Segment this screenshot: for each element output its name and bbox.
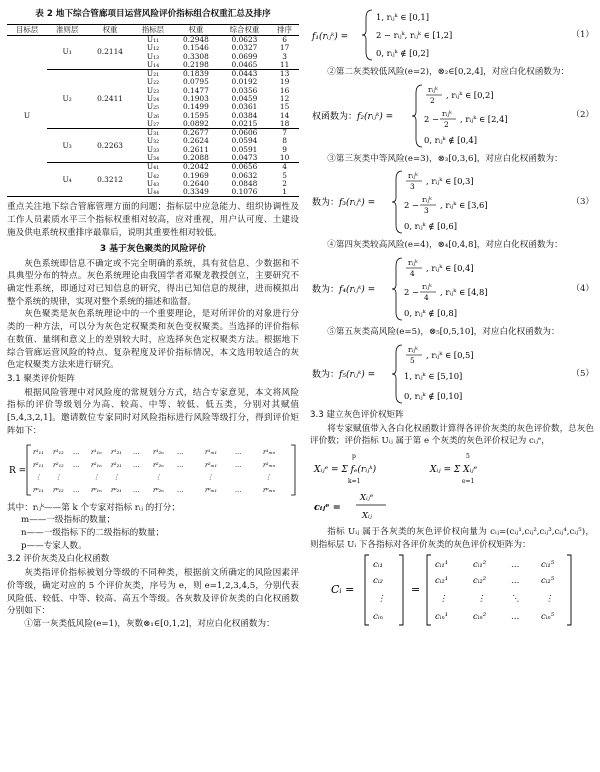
right-column <box>310 4 594 629</box>
svg-text:Xᵢⱼ = Σ Xᵢⱼᵉ: Xᵢⱼ = Σ Xᵢⱼᵉ <box>430 465 478 476</box>
svg-text:R =: R = <box>9 465 27 476</box>
svg-text:…: … <box>73 460 80 469</box>
svg-text:cᵢⱼᵉ =: cᵢⱼᵉ = <box>314 502 341 514</box>
combined-weight-cell: 0.0848 <box>231 178 258 188</box>
indicator-cell: U₂₆ <box>146 110 160 120</box>
definition-m: m——一级指标的数量； <box>21 515 116 526</box>
indicator-weight-cell: 0.1839 <box>182 69 209 79</box>
paragraph: 根据风险管理中对风险度的常规划分方式，结合专家意见，本文将风险指标的评价等级划分为高、较高、中等、较低、低五类，分别对其赋值[5,4,3,2,1]。邀请数位专家同时对风险指标进行风险等级打分，得到评价矩阵如下： <box>7 387 299 436</box>
indicator-weight-cell: 0.2611 <box>182 144 209 154</box>
svg-text:⋮: ⋮ <box>265 472 272 481</box>
combined-weight-cell: 0.0465 <box>219 61 270 70</box>
indicator-cell: U₃₁ <box>146 128 160 138</box>
indicator-weight-cell: 0.1595 <box>182 110 209 120</box>
svg-text:…: … <box>73 447 80 456</box>
indicator-weight-cell: 0.0892 <box>173 120 219 129</box>
indicator-cell: U₂₁ <box>146 69 160 79</box>
formula-3-svg <box>310 167 540 237</box>
indicator-cell: U₂₅ <box>146 102 160 112</box>
svg-text:, rᵢⱼᵏ ∈ [2,4]: , rᵢⱼᵏ ∈ [2,4] <box>460 113 508 124</box>
svg-text:r²ₘ₁: r²ₘ₁ <box>205 460 218 469</box>
combined-weight-cell: 0.0192 <box>231 77 258 87</box>
svg-text:2 − rᵢⱼᵏ, rᵢⱼᵏ ∈ [1,2]: 2 − rᵢⱼᵏ, rᵢⱼᵏ ∈ [1,2] <box>376 30 453 40</box>
subsection-title: 3.3 建立灰色评价权矩阵 <box>310 409 404 420</box>
table-caption: 表 2 地下综合管廊项目运营风险评价指标组合权重汇总及排序 <box>35 9 271 19</box>
combined-weight-cell: 0.0656 <box>231 162 258 172</box>
rank-cell: 16 <box>279 85 290 95</box>
rank-cell: 15 <box>279 102 290 112</box>
svg-text:cᵢ₁: cᵢ₁ <box>373 560 383 571</box>
indicator-cell: U₂₄ <box>146 93 160 103</box>
where-line: 其中：rᵢⱼᵏ——第 k 个专家对指标 rᵢⱼ 的打分； <box>7 502 180 513</box>
svg-text:⋮: ⋮ <box>55 472 62 481</box>
indicator-weight-cell: 0.3349 <box>173 188 219 197</box>
svg-text:⋮: ⋮ <box>439 593 448 604</box>
criterion-cell: U₄ <box>47 163 87 197</box>
indicator-weight-cell: 0.1477 <box>182 85 209 95</box>
svg-text:cᵢ₁⁵: cᵢ₁⁵ <box>541 559 555 570</box>
indicator-weight-cell: 0.1546 <box>182 43 209 53</box>
formula-3 <box>310 167 594 237</box>
rank-cell: 10 <box>270 154 299 163</box>
indicator-cell: U₃₄ <box>133 154 173 163</box>
table-header-row <box>7 24 299 35</box>
svg-text:r¹ₘ₁: r¹ₘ₁ <box>205 447 218 456</box>
grey-number-svg <box>310 450 590 486</box>
subsection-title: 3.1 聚类评价矩阵 <box>7 373 75 384</box>
svg-text:rᵖ₁₂: rᵖ₁₂ <box>53 485 64 494</box>
svg-text:…: … <box>133 447 140 456</box>
paragraph: ②第二灰类较低风险(e=2)，⊗₂∈[0,2,4]，对应白化权函数为： <box>327 67 570 77</box>
svg-text:2: 2 <box>430 95 435 105</box>
indicator-weight-cell: 0.1903 <box>182 93 209 103</box>
formula-weight <box>310 488 594 524</box>
svg-text:…: … <box>235 447 242 456</box>
rank-cell: 1 <box>270 188 299 197</box>
svg-text:Xᵢⱼ: Xᵢⱼ <box>362 510 372 521</box>
combined-weight-cell: 0.0699 <box>231 51 258 61</box>
svg-text:rᵖ₁ₙ: rᵖ₁ₙ <box>91 485 102 494</box>
indicator-cell: U₁₃ <box>146 51 160 61</box>
indicator-cell: U₂₃ <box>146 85 160 95</box>
th-weight: 权重 <box>87 24 133 35</box>
criterion-weight-cell: 0.2411 <box>87 70 133 129</box>
indicator-cell: U₃₂ <box>146 136 160 146</box>
th-combined: 综合权重 <box>219 24 270 35</box>
combined-weight-cell: 0.1076 <box>219 188 270 197</box>
svg-text:k=1: k=1 <box>348 478 361 486</box>
indicator-cell: U₃₃ <box>146 144 160 154</box>
rank-cell: 5 <box>282 170 287 180</box>
th-weight2: 权重 <box>173 24 219 35</box>
th-criterion: 准则层 <box>47 24 87 35</box>
indicator-weight-cell: 0.2948 <box>182 35 209 44</box>
svg-text:r²₁₁: r²₁₁ <box>33 460 44 469</box>
svg-text:cᵢₙ¹: cᵢₙ¹ <box>435 611 449 622</box>
indicator-cell: U₄₃ <box>146 178 160 188</box>
svg-text:Xᵢⱼᵉ = Σ fₑ(rᵢⱼᵏ): Xᵢⱼᵉ = Σ fₑ(rᵢⱼᵏ) <box>314 465 377 476</box>
svg-text:0, rᵢⱼᵏ ∉ [0,4]: 0, rᵢⱼᵏ ∉ [0,4] <box>424 134 477 145</box>
svg-text:2 −: 2 − <box>404 200 420 211</box>
svg-text:r¹ₘₙ: r¹ₘₙ <box>263 447 276 456</box>
weight-table <box>7 24 299 198</box>
svg-text:⋮: ⋮ <box>207 472 214 481</box>
svg-text:p: p <box>352 453 356 461</box>
svg-text:2 −: 2 − <box>404 287 420 298</box>
combined-weight-cell: 0.0443 <box>231 69 258 79</box>
indicator-weight-cell: 0.2042 <box>182 162 209 172</box>
indicator-weight-cell: 0.1969 <box>182 170 209 180</box>
combined-weight-cell: 0.0591 <box>231 144 258 154</box>
svg-text:cᵢₙ²: cᵢₙ² <box>473 611 487 622</box>
formula-number: （3） <box>571 197 594 208</box>
svg-text:5: 5 <box>466 453 470 461</box>
svg-text:0, rᵢⱼᵏ ∉ [0,6]: 0, rᵢⱼᵏ ∉ [0,6] <box>404 221 457 232</box>
svg-text:cᵢ₁¹: cᵢ₁¹ <box>435 559 449 570</box>
svg-text:…: … <box>177 460 184 469</box>
svg-text:cᵢₙ: cᵢₙ <box>373 612 384 623</box>
formula-number: （4） <box>571 283 594 294</box>
indicator-cell: U₄₄ <box>133 188 173 197</box>
definition-p: p——专家人数。 <box>21 540 87 551</box>
svg-text:…: … <box>235 460 242 469</box>
svg-text:Xᵢⱼᵉ: Xᵢⱼᵉ <box>360 492 374 503</box>
formula-2 <box>310 81 594 151</box>
svg-text:r²₁₂: r²₁₂ <box>53 460 64 469</box>
indicator-cell: U₂₂ <box>146 77 160 87</box>
svg-text:…: … <box>133 485 140 494</box>
svg-text:5: 5 <box>410 355 415 365</box>
combined-weight-cell: 0.0606 <box>231 128 258 138</box>
svg-text:…: … <box>511 575 520 586</box>
combined-weight-cell: 0.0356 <box>231 85 258 95</box>
svg-text:r¹₁₂: r¹₁₂ <box>53 447 64 456</box>
svg-text:⋮: ⋮ <box>477 593 486 604</box>
svg-text:4: 4 <box>424 293 429 303</box>
definition-n: n——一级指标下的二级指标的数量； <box>21 528 165 539</box>
left-column <box>7 4 299 631</box>
paragraph: ①第一灰类低风险(e=1)，灰数⊗₁∈[0,1,2]，对应白化权函数为： <box>24 619 275 630</box>
paragraph: ⑤第五灰类高风险(e=5)，⊗₅[0,5,10]，对应白化权函数为： <box>327 327 560 338</box>
rank-cell: 14 <box>279 110 290 120</box>
rank-cell: 2 <box>282 178 287 188</box>
rank-cell: 13 <box>279 69 290 79</box>
svg-text:r²₂₁: r²₂₁ <box>111 460 122 469</box>
combined-weight-cell: 0.0361 <box>231 102 258 112</box>
combined-weight-cell: 0.0623 <box>231 35 258 44</box>
svg-text:r²₂ₙ: r²₂ₙ <box>153 460 164 469</box>
matrix-C-svg <box>327 553 577 627</box>
svg-text:=: = <box>411 583 421 597</box>
svg-text:…: … <box>73 485 80 494</box>
svg-text:r¹₂ₙ: r¹₂ₙ <box>153 447 164 456</box>
svg-text:…: … <box>177 485 184 494</box>
rank-cell: 11 <box>270 61 299 70</box>
rank-cell: 3 <box>282 51 287 61</box>
formula-4-svg <box>310 254 540 324</box>
indicator-cell: U₂₇ <box>133 120 173 129</box>
svg-text:数为：f₅(rᵢⱼᵏ) =: 数为：f₅(rᵢⱼᵏ) = <box>312 369 376 380</box>
svg-text:Cᵢ =: Cᵢ = <box>331 583 355 597</box>
rank-cell: 9 <box>282 144 287 154</box>
rank-cell: 18 <box>270 120 299 129</box>
svg-text:f₁(rᵢⱼᵏ) =: f₁(rᵢⱼᵏ) = <box>312 32 349 42</box>
formula-5 <box>310 341 594 407</box>
svg-text:rᵢⱼᵏ: rᵢⱼᵏ <box>428 84 438 94</box>
section-title: 3 基于灰色聚类的风险评价 <box>100 243 206 254</box>
indicator-weight-cell: 0.3308 <box>182 51 209 61</box>
svg-text:rᵢⱼᵏ: rᵢⱼᵏ <box>408 171 418 181</box>
indicator-cell: U₁₂ <box>146 43 160 53</box>
rank-cell: 6 <box>282 35 287 44</box>
svg-text:⋱: ⋱ <box>511 593 520 604</box>
svg-text:…: … <box>133 460 140 469</box>
formula-4 <box>310 254 594 324</box>
svg-text:, rᵢⱼᵏ ∈ [0,2]: , rᵢⱼᵏ ∈ [0,2] <box>446 89 494 100</box>
rank-cell: 7 <box>282 128 287 138</box>
svg-text:, rᵢⱼᵏ ∈ [0,3]: , rᵢⱼᵏ ∈ [0,3] <box>426 176 474 187</box>
svg-text:0, rᵢⱼᵏ ∉ [0,8]: 0, rᵢⱼᵏ ∉ [0,8] <box>404 308 457 319</box>
formula-number: （2） <box>571 110 594 121</box>
indicator-weight-cell: 0.2640 <box>182 178 209 188</box>
svg-text:⋮: ⋮ <box>545 593 554 604</box>
combined-weight-cell: 0.0327 <box>231 43 258 53</box>
svg-text:e=1: e=1 <box>462 478 475 486</box>
paragraph: 指标 Uᵢⱼ 属于各灰类的灰色评价权向量为 cᵢⱼ=(cᵢⱼ¹,cᵢⱼ²,cᵢⱼ³,cᵢⱼ⁴,cᵢⱼ⁵)，则指标层 Uᵢ 下各指标对各评价灰类的灰色评价权矩阵为： <box>310 527 594 550</box>
rank-cell: 4 <box>282 162 287 172</box>
formula-number: （5） <box>571 368 594 379</box>
svg-text:rᵢⱼᵏ: rᵢⱼᵏ <box>442 108 452 118</box>
svg-text:, rᵢⱼᵏ ∈ [3,6]: , rᵢⱼᵏ ∈ [3,6] <box>440 200 488 211</box>
svg-text:⋮: ⋮ <box>113 472 120 481</box>
subsection-title: 3.2 评价灰类及白化权函数 <box>7 554 110 565</box>
paragraph: 将专家赋值带入各白化权函数计算得各评价灰类的灰色评价数，总灰色评价数；评价指标 Uᵢⱼ 属于第 e 个灰类的灰色评价权记为 cᵢⱼᵉ， <box>310 423 594 447</box>
svg-text:数为：f₄(rᵢⱼᵏ) =: 数为：f₄(rᵢⱼᵏ) = <box>312 285 376 296</box>
combined-weight-cell: 0.0215 <box>219 120 270 129</box>
indicator-weight-cell: 0.0795 <box>182 77 209 87</box>
svg-text:⋮: ⋮ <box>93 472 100 481</box>
th-rank: 排序 <box>270 24 299 35</box>
svg-text:⋮: ⋮ <box>377 594 386 605</box>
combined-weight-cell: 0.0459 <box>231 93 258 103</box>
indicator-cell: U₁₁ <box>146 35 160 44</box>
svg-text:…: … <box>511 559 520 570</box>
svg-text:…: … <box>511 611 520 622</box>
svg-text:…: … <box>235 485 242 494</box>
evaluation-matrix <box>7 442 299 498</box>
svg-text:cᵢ₂: cᵢ₂ <box>373 576 383 587</box>
svg-text:数为：f₃(rᵢⱼᵏ) =: 数为：f₃(rᵢⱼᵏ) = <box>312 198 376 209</box>
rank-cell: 19 <box>279 77 290 87</box>
svg-text:, rᵢⱼᵏ ∈ [0,4]: , rᵢⱼᵏ ∈ [0,4] <box>426 263 474 274</box>
svg-text:r¹₁ₙ: r¹₁ₙ <box>91 447 102 456</box>
svg-text:r¹₁₁: r¹₁₁ <box>33 447 44 456</box>
criterion-weight-cell: 0.2114 <box>87 36 133 70</box>
svg-text:3: 3 <box>424 206 429 216</box>
svg-text:cᵢ₂¹: cᵢ₂¹ <box>435 575 449 586</box>
formula-1-svg <box>310 6 540 64</box>
svg-text:1, rᵢⱼᵏ ∈ [0,1]: 1, rᵢⱼᵏ ∈ [0,1] <box>376 12 429 22</box>
svg-text:0, rᵢⱼᵏ ∉ [0,10]: 0, rᵢⱼᵏ ∉ [0,10] <box>404 390 463 401</box>
indicator-cell: U₁₄ <box>133 61 173 70</box>
indicator-weight-cell: 0.2088 <box>173 154 219 163</box>
formula-grey-number <box>310 450 594 486</box>
svg-text:cᵢₙ⁵: cᵢₙ⁵ <box>541 611 555 622</box>
combined-weight-cell: 0.0384 <box>231 110 258 120</box>
svg-text:rᵢⱼᵏ: rᵢⱼᵏ <box>408 344 418 354</box>
formula-number: （1） <box>571 29 594 40</box>
formula-2-svg <box>310 81 540 151</box>
svg-text:2: 2 <box>444 119 449 129</box>
criterion-cell: U₂ <box>47 70 87 129</box>
svg-text:rᵖ₂ₙ: rᵖ₂ₙ <box>153 485 164 494</box>
paragraph: 重点关注地下综合管廊管理方面的问题；指标层中应急能力、组织协调性及工作人员素质水平三个指标权重相对较高，应对重视，用户认可度、土建设施及供电系统权重排序最靠后，说明其重要性相对较低。 <box>7 202 299 238</box>
indicator-weight-cell: 0.2198 <box>173 61 219 70</box>
formula-matrix-C <box>310 553 594 627</box>
svg-text:, rᵢⱼᵏ ∈ [0,5]: , rᵢⱼᵏ ∈ [0,5] <box>426 349 474 360</box>
criterion-cell: U₃ <box>47 129 87 163</box>
svg-text:r²₁ₙ: r²₁ₙ <box>91 460 102 469</box>
svg-text:rᵢⱼᵏ: rᵢⱼᵏ <box>422 195 432 205</box>
svg-text:1, rᵢⱼᵏ ∈ [5,10]: 1, rᵢⱼᵏ ∈ [5,10] <box>404 370 463 381</box>
target-cell: U <box>7 36 47 197</box>
paragraph: 灰类指评价指标被划分等级的不同种类，根据前文所确定的风险因素评价等级，确定对应的 5 个评价灰类，序号为 e，则 e=1,2,3,4,5，分别代表风险低、较低、中等、较高、高五个等级。各灰数及评价灰类的白化权函数分别如下： <box>7 568 299 617</box>
svg-text:0, rᵢⱼᵏ ∉ [0,2]: 0, rᵢⱼᵏ ∉ [0,2] <box>376 48 429 58</box>
indicator-weight-cell: 0.2677 <box>182 128 209 138</box>
svg-text:⋮: ⋮ <box>155 472 162 481</box>
svg-text:4: 4 <box>410 269 415 279</box>
formula-5-svg <box>310 341 540 407</box>
indicator-cell: U₄₁ <box>146 162 160 172</box>
th-target: 目标层 <box>7 24 47 35</box>
indicator-weight-cell: 0.2624 <box>182 136 209 146</box>
combined-weight-cell: 0.0473 <box>219 154 270 163</box>
svg-text:rᵖₘₙ: rᵖₘₙ <box>263 485 276 494</box>
svg-text:cᵢ₂²: cᵢ₂² <box>473 575 487 586</box>
svg-text:cᵢ₂⁵: cᵢ₂⁵ <box>541 575 555 586</box>
weight-formula-svg <box>310 488 410 524</box>
svg-text:…: … <box>177 447 184 456</box>
indicator-cell: U₄₂ <box>146 170 160 180</box>
paragraph: ④第四灰类较高风险(e=4)，⊗₄[0,4,8]，对应白化权函数为： <box>327 240 563 251</box>
svg-text:权函数为：f₂(rᵢⱼᵏ) =: 权函数为：f₂(rᵢⱼᵏ) = <box>312 111 394 122</box>
rank-cell: 8 <box>282 136 287 146</box>
combined-weight-cell: 0.0594 <box>231 136 258 146</box>
formula-1 <box>310 6 594 64</box>
criterion-weight-cell: 0.2263 <box>87 129 133 163</box>
svg-text:3: 3 <box>410 182 415 192</box>
paragraph: 灰色聚类是灰色系统理论中的一个重要理论，是对所评价的对象进行分类的一种方法，可以分为灰色定权聚类和灰色变权聚类。当选择的评价指标在数值、量纲和意义上的差别较大时，应选择灰色定权聚类方法。根据地下综合管廊运营风险的特点、复杂程度及评价指标情况，本文选用较适合的灰色定权聚类方法来进行研究。 <box>7 309 299 371</box>
svg-text:rᵖₘ₁: rᵖₘ₁ <box>205 485 218 494</box>
svg-text:rᵖ₁₁: rᵖ₁₁ <box>33 485 44 494</box>
rank-cell: 17 <box>279 43 290 53</box>
svg-text:cᵢ₁²: cᵢ₁² <box>473 559 487 570</box>
svg-text:r²ₘₙ: r²ₘₙ <box>263 460 276 469</box>
table-body <box>7 36 299 197</box>
svg-text:rᵢⱼᵏ: rᵢⱼᵏ <box>408 258 418 268</box>
matrix-R-svg <box>7 442 297 498</box>
paragraph: ③第三灰类中等风险(e=3)，⊗₃[0,3,6]，对应白化权函数为： <box>327 153 563 164</box>
combined-weight-cell: 0.0632 <box>231 170 258 180</box>
svg-text:r¹₂₁: r¹₂₁ <box>111 447 122 456</box>
rank-cell: 12 <box>279 93 290 103</box>
svg-text:, rᵢⱼᵏ ∈ [4,8]: , rᵢⱼᵏ ∈ [4,8] <box>440 287 488 298</box>
th-indicator: 指标层 <box>133 24 173 35</box>
svg-text:rᵢⱼᵏ: rᵢⱼᵏ <box>422 282 432 292</box>
criterion-cell: U₁ <box>47 36 87 70</box>
paragraph: 灰色系统即信息不确定或不完全明确的系统，具有贫信息、少数据和不具典型分布的特点。灰色系统理论由我国学者邓聚龙教授创立，主要研究不确定性系统，即通过对已知信息的研究，得出已知信息的规律，进而模拟出整个系统的规律，实现对整个系统的描述和监督。 <box>7 258 299 307</box>
svg-text:2 −: 2 − <box>424 113 440 124</box>
indicator-weight-cell: 0.1499 <box>182 102 209 112</box>
svg-text:rᵖ₂₁: rᵖ₂₁ <box>111 485 122 494</box>
criterion-weight-cell: 0.3212 <box>87 163 133 197</box>
svg-text:⋮: ⋮ <box>35 472 42 481</box>
